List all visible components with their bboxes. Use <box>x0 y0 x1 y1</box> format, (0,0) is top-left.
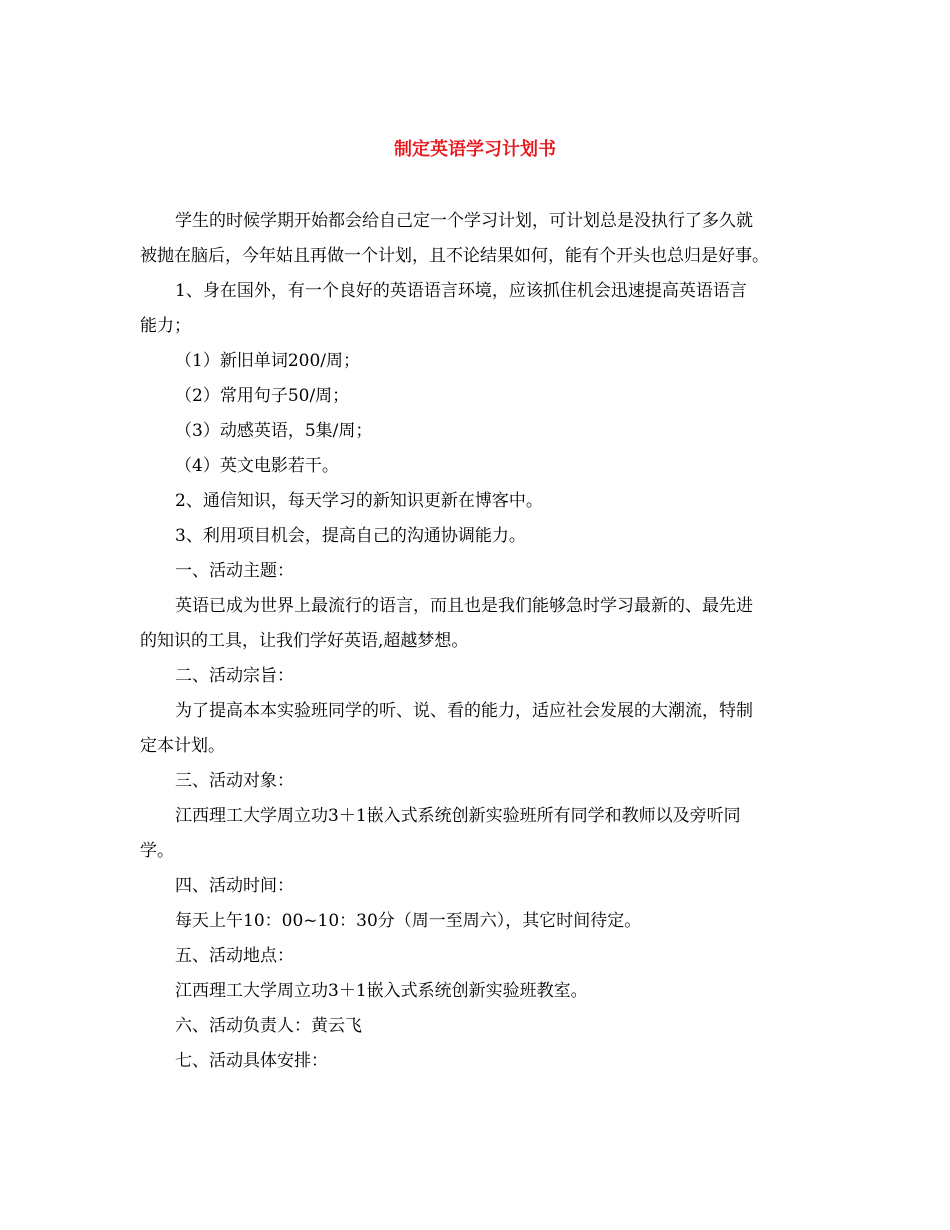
text-line: 2、通信知识，每天学习的新知识更新在博客中。 <box>175 491 543 511</box>
text-line: 3、利用项目机会，提高自己的沟通协调能力。 <box>175 526 526 546</box>
text-line: 的知识的工具，让我们学好英语,超越梦想。 <box>140 631 469 651</box>
text-line: 能力； <box>140 316 191 336</box>
text-line: 英语已成为世界上最流行的语言，而且也是我们能够急时学习最新的、最先进 <box>175 596 753 616</box>
text-line: （4）英文电影若干。 <box>175 456 339 476</box>
text-line: （2）常用句子50/周； <box>175 386 350 406</box>
document-body <box>140 204 830 1079</box>
text-line: 江西理工大学周立功3＋1嵌入式系统创新实验班教室。 <box>175 981 588 1001</box>
text-line: 学生的时候学期开始都会给自己定一个学习计划，可计划总是没执行了多久就 <box>175 211 753 231</box>
text-line: 定本计划。 <box>140 736 225 756</box>
text-line: （1）新旧单词200/周； <box>175 351 360 371</box>
text-line: 四、活动时间： <box>175 876 294 896</box>
text-line: 被抛在脑后，今年姑且再做一个计划，且不论结果如何，能有个开头也总归是好事。 <box>140 246 769 266</box>
document-title: 制定英语学习计划书 <box>394 139 556 160</box>
text-line: 六、活动负责人：黄云飞 <box>175 1016 362 1036</box>
text-line: 江西理工大学周立功3＋1嵌入式系统创新实验班所有同学和教师以及旁听同 <box>175 806 741 826</box>
text-line: 学。 <box>140 841 174 861</box>
text-line: 三、活动对象： <box>175 771 294 791</box>
text-line: 五、活动地点： <box>175 946 294 966</box>
text-line: 七、活动具体安排： <box>175 1051 328 1071</box>
text-line: （3）动感英语，5集/周； <box>175 421 373 441</box>
text-line: 为了提高本本实验班同学的听、说、看的能力，适应社会发展的大潮流，特制 <box>175 701 753 721</box>
text-line: 1、身在国外，有一个良好的英语语言环境，应该抓住机会迅速提高英语语言 <box>175 281 747 301</box>
text-line: 一、活动主题： <box>175 561 294 581</box>
text-line: 每天上午10：00~10：30分（周一至周六），其它时间待定。 <box>175 911 642 931</box>
text-line: 二、活动宗旨： <box>175 666 294 686</box>
